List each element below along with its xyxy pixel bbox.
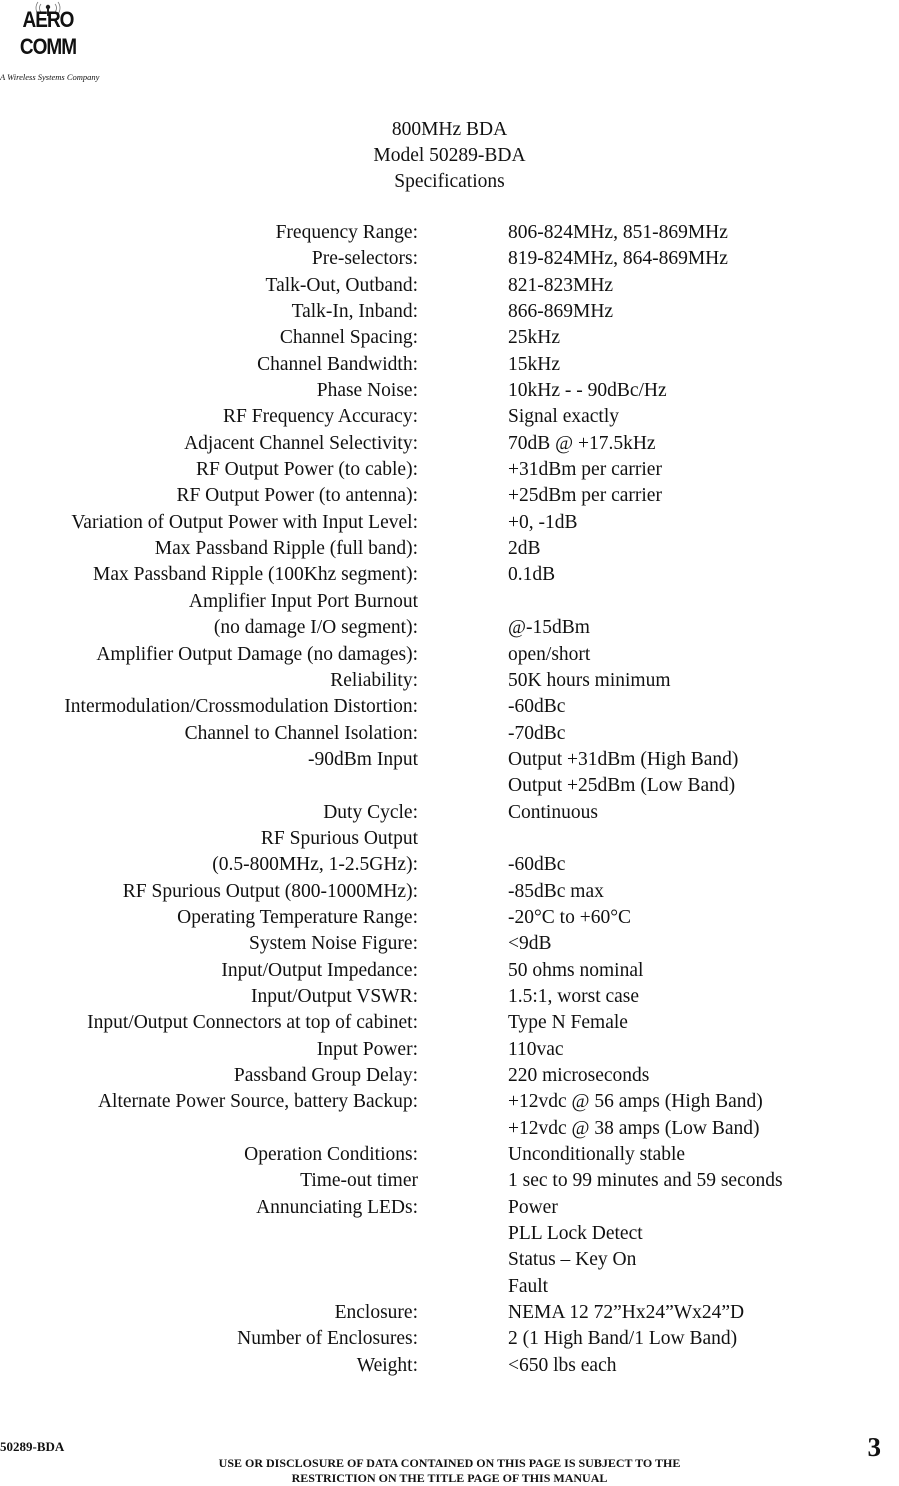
spec-label: Amplifier Input Port Burnout — [188, 590, 418, 612]
spec-value: @-15dBm — [508, 617, 590, 639]
spec-row — [0, 562, 899, 588]
spec-label: Adjacent Channel Selectivity: — [184, 432, 418, 454]
spec-value: Fault — [508, 1275, 549, 1297]
spec-label: Talk-Out, Outband: — [265, 274, 418, 296]
spec-row — [0, 721, 899, 747]
spec-value: NEMA 12 72”Hx24”Wx24”D — [508, 1302, 745, 1324]
spec-row — [0, 457, 899, 483]
spec-label: Annunciating LEDs: — [256, 1196, 418, 1218]
document-title: 800MHz BDA — [391, 119, 508, 140]
spec-value: Unconditionally stable — [508, 1144, 686, 1166]
spec-row — [0, 325, 899, 351]
spec-label: Input/Output VSWR: — [250, 985, 418, 1007]
spec-value: 50 ohms nominal — [508, 959, 644, 981]
spec-row — [0, 1089, 899, 1115]
spec-value: 0.1dB — [508, 564, 556, 586]
spec-value: 50K hours minimum — [508, 669, 671, 691]
logo-tagline: A Wireless Systems Company — [0, 72, 100, 82]
spec-label: Talk-In, Inband: — [291, 301, 418, 323]
spec-row — [0, 852, 899, 878]
spec-label: Max Passband Ripple (full band): — [154, 538, 418, 560]
spec-label: Channel to Channel Isolation: — [184, 722, 418, 744]
logo-word-comm: COMM — [19, 35, 77, 60]
spec-value: open/short — [508, 643, 591, 665]
spec-value: -60dBc — [508, 854, 566, 876]
spec-value: <9dB — [508, 933, 552, 955]
spec-row — [0, 431, 899, 457]
spec-row — [0, 1300, 899, 1326]
spec-label: Input/Output Impedance: — [221, 959, 418, 981]
spec-label: (no damage I/O segment): — [213, 617, 418, 639]
spec-label: RF Output Power (to cable): — [195, 459, 418, 481]
spec-label: (0.5-800MHz, 1-2.5GHz): — [212, 854, 418, 876]
spec-label: Enclosure: — [334, 1302, 418, 1324]
spec-row — [0, 536, 899, 562]
spec-row — [0, 1274, 899, 1300]
spec-row — [0, 1063, 899, 1089]
spec-label: Reliability: — [330, 669, 418, 691]
spec-row — [0, 1247, 899, 1273]
spec-value: +12vdc @ 38 amps (Low Band) — [508, 1117, 760, 1139]
spec-row — [0, 1116, 899, 1142]
section-heading: Specifications — [394, 171, 505, 192]
spec-row — [0, 931, 899, 957]
spec-value: +0, -1dB — [508, 511, 578, 533]
spec-value: -20°C to +60°C — [508, 906, 632, 928]
footer-notice-line2: RESTRICTION ON THE TITLE PAGE OF THIS MANUAL — [291, 1471, 608, 1485]
spec-row — [0, 1195, 899, 1221]
spec-label: Alternate Power Source, battery Backup: — [97, 1091, 418, 1113]
spec-row — [0, 589, 899, 615]
spec-value: 806-824MHz, 851-869MHz — [508, 222, 728, 243]
spec-value: 15kHz — [508, 353, 560, 375]
spec-label: Channel Bandwidth: — [257, 353, 418, 375]
spec-value: +12vdc @ 56 amps (High Band) — [508, 1091, 763, 1113]
spec-label: -90dBm Input — [308, 748, 418, 770]
spec-row — [0, 984, 899, 1010]
spec-label: Number of Enclosures: — [237, 1328, 418, 1350]
spec-value: 70dB @ +17.5kHz — [508, 432, 656, 454]
spec-row — [0, 404, 899, 430]
spec-row — [0, 826, 899, 852]
spec-row — [0, 615, 899, 641]
spec-row — [0, 694, 899, 720]
spec-row — [0, 1142, 899, 1168]
spec-value: Status – Key On — [508, 1249, 637, 1271]
spec-label: Amplifier Output Damage (no damages): — [96, 643, 418, 665]
spec-label: Input Power: — [316, 1038, 418, 1060]
spec-value: 1 sec to 99 minutes and 59 seconds — [508, 1170, 783, 1192]
footer-notice-line1: USE OR DISCLOSURE OF DATA CONTAINED ON THIS PAGE IS SUBJECT TO THE — [218, 1456, 681, 1470]
spec-label: Input/Output Connectors at top of cabinet: — [87, 1012, 418, 1034]
spec-row — [0, 299, 899, 325]
spec-label: Weight: — [356, 1354, 418, 1376]
spec-label: Operating Temperature Range: — [177, 906, 418, 928]
spec-label: Frequency Range: — [275, 222, 418, 243]
spec-label: RF Spurious Output — [260, 827, 418, 849]
logo-word-aero: AERO — [22, 8, 74, 33]
spec-row — [0, 1168, 899, 1194]
spec-row — [0, 668, 899, 694]
spec-value: Output +25dBm (Low Band) — [508, 775, 736, 797]
spec-label: System Noise Figure: — [249, 933, 418, 955]
spec-label: Passband Group Delay: — [233, 1065, 418, 1086]
spec-value: 25kHz — [508, 327, 560, 349]
spec-value: +31dBm per carrier — [508, 459, 662, 481]
model-number: Model 50289-BDA — [373, 145, 526, 166]
spec-value: 819-824MHz, 864-869MHz — [508, 248, 728, 270]
spec-row — [0, 1010, 899, 1036]
spec-row — [0, 642, 899, 668]
spec-value: -85dBc max — [508, 880, 604, 902]
spec-row — [0, 378, 899, 404]
spec-row — [0, 352, 899, 378]
spec-row — [0, 1221, 899, 1247]
spec-value: <650 lbs each — [508, 1354, 617, 1376]
specifications-list — [0, 220, 899, 1379]
spec-value: 2 (1 High Band/1 Low Band) — [508, 1328, 738, 1350]
spec-value: PLL Lock Detect — [508, 1223, 643, 1245]
spec-value: 1.5:1, worst case — [508, 985, 640, 1007]
spec-value: -60dBc — [508, 696, 566, 718]
spec-value: Output +31dBm (High Band) — [508, 748, 739, 770]
spec-value: 821-823MHz — [508, 274, 614, 296]
spec-value: 110vac — [508, 1038, 564, 1060]
spec-value: Type N Female — [508, 1012, 628, 1034]
spec-row — [0, 773, 899, 799]
spec-row — [0, 1037, 899, 1063]
spec-label: Channel Spacing: — [279, 327, 418, 349]
spec-label: RF Output Power (to antenna): — [176, 485, 418, 507]
spec-row — [0, 220, 899, 246]
spec-label: RF Frequency Accuracy: — [223, 406, 418, 428]
spec-row — [0, 1353, 899, 1379]
spec-row — [0, 273, 899, 299]
spec-value: +25dBm per carrier — [508, 485, 662, 507]
spec-row — [0, 879, 899, 905]
spec-label: Time-out timer — [300, 1170, 418, 1192]
spec-value: Power — [508, 1196, 558, 1218]
spec-row — [0, 905, 899, 931]
spec-label: Intermodulation/Crossmodulation Distortion: — [64, 696, 418, 718]
footer-doc-id: 50289-BDA — [0, 1439, 65, 1454]
spec-value: 866-869MHz — [508, 301, 614, 323]
spec-label: Variation of Output Power with Input Level: — [71, 511, 418, 533]
spec-label: Pre-selectors: — [311, 248, 418, 270]
spec-row — [0, 246, 899, 272]
spec-row — [0, 747, 899, 773]
page-number: 3 — [867, 1432, 881, 1462]
spec-label: Phase Noise: — [316, 380, 418, 402]
spec-value: 220 microseconds — [508, 1065, 650, 1086]
spec-label: Duty Cycle: — [323, 801, 418, 823]
spec-row — [0, 510, 899, 536]
spec-value: Continuous — [508, 801, 598, 823]
spec-value: -70dBc — [508, 722, 566, 744]
spec-row — [0, 1326, 899, 1352]
spec-row — [0, 800, 899, 826]
spec-value: Signal exactly — [508, 406, 620, 428]
spec-label: RF Spurious Output (800-1000MHz): — [122, 880, 418, 902]
spec-value: 2dB — [508, 538, 541, 560]
spec-label: Max Passband Ripple (100Khz segment): — [93, 564, 418, 586]
spec-row — [0, 958, 899, 984]
spec-label: Operation Conditions: — [244, 1144, 418, 1166]
spec-row — [0, 483, 899, 509]
spec-value: 10kHz - - 90dBc/Hz — [508, 380, 667, 402]
company-logo — [0, 0, 112, 86]
